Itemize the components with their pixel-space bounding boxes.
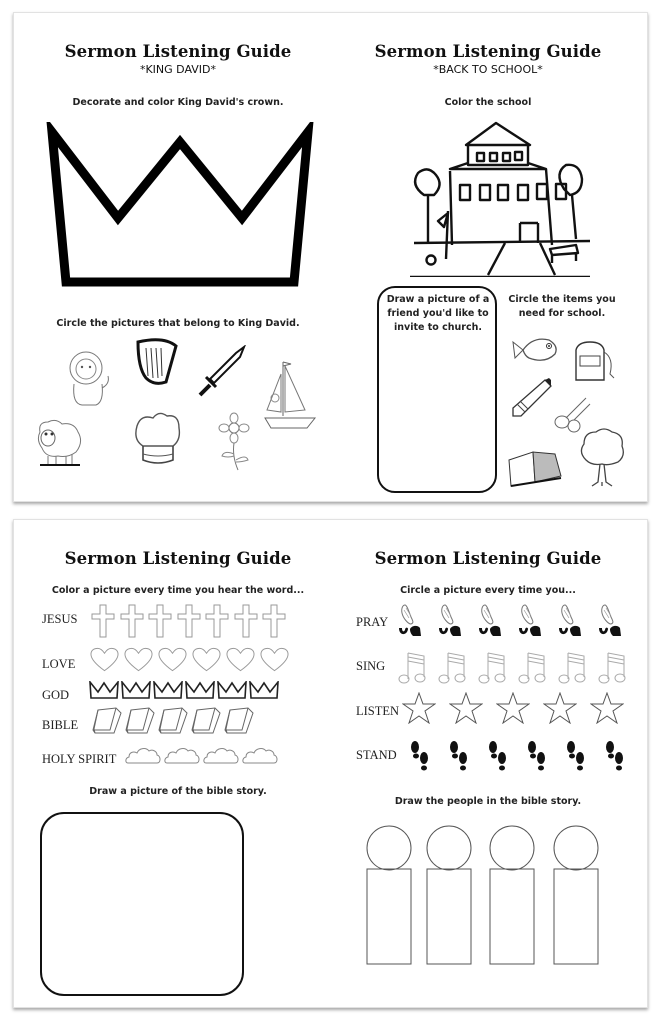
footprints-icon-row	[409, 740, 626, 772]
cloud-icon[interactable]	[125, 746, 161, 764]
sailboat-icon[interactable]	[263, 360, 319, 432]
instruction-circle-pictures: Circle the pictures that belong to King David.	[56, 318, 300, 329]
crown-icon-row	[89, 681, 279, 699]
book-icon-row	[92, 706, 254, 736]
cross-icon[interactable]	[120, 604, 144, 638]
music-note-icon[interactable]	[518, 652, 546, 684]
footprints-icon[interactable]	[565, 740, 587, 772]
lion-icon[interactable]	[66, 348, 112, 408]
cross-icon[interactable]	[91, 604, 115, 638]
footprints-icon[interactable]	[487, 740, 509, 772]
music-note-icon-row	[398, 652, 626, 684]
praying-hands-icon[interactable]	[478, 604, 502, 638]
footprints-icon[interactable]	[409, 740, 431, 772]
music-note-icon[interactable]	[558, 652, 586, 684]
book-icon[interactable]	[507, 448, 563, 488]
fish-icon[interactable]	[511, 334, 559, 366]
harp-icon[interactable]	[134, 338, 180, 388]
heart-icon[interactable]	[90, 647, 119, 673]
praying-hands-icon[interactable]	[558, 604, 582, 638]
bible-book-icon[interactable]	[158, 706, 188, 736]
music-note-icon[interactable]	[398, 652, 426, 684]
chef-hat-icon[interactable]	[133, 410, 183, 468]
person-outline-3[interactable]	[489, 825, 535, 965]
instruction-decorate-crown: Decorate and color King David's crown.	[72, 97, 284, 108]
instruction-color-picture-word: Color a picture every time you hear the word...	[51, 585, 305, 596]
crown-icon[interactable]	[249, 681, 279, 699]
praying-hands-icon-row	[398, 604, 622, 638]
cloud-icon[interactable]	[164, 746, 200, 764]
star-icon[interactable]	[449, 692, 483, 724]
word-label-god: GOD	[42, 688, 70, 702]
sword-icon[interactable]	[196, 345, 248, 397]
star-icon[interactable]	[496, 692, 530, 724]
cross-icon-row	[91, 604, 286, 638]
cross-icon[interactable]	[205, 604, 229, 638]
page-title-hear-the-word: Sermon Listening Guide	[64, 549, 292, 568]
bible-book-icon[interactable]	[125, 706, 155, 736]
cloud-icon-row	[125, 746, 278, 764]
heart-icon[interactable]	[192, 647, 221, 673]
person-outline-2[interactable]	[426, 825, 472, 965]
cross-icon[interactable]	[177, 604, 201, 638]
word-label-pray: PRAY	[356, 615, 389, 629]
word-label-stand: STAND	[356, 748, 397, 762]
instruction-circle-items: Circle the items you need for school.	[508, 294, 616, 319]
heart-icon-row	[90, 647, 289, 673]
subtitle-back-to-school: *BACK TO SCHOOL*	[433, 63, 543, 76]
word-label-holy-spirit: HOLY SPIRIT	[42, 752, 117, 766]
person-outline-1[interactable]	[366, 825, 412, 965]
bible-book-icon[interactable]	[224, 706, 254, 736]
music-note-icon[interactable]	[438, 652, 466, 684]
instruction-color-school: Color the school	[444, 97, 532, 108]
crown-outline-icon	[44, 122, 314, 292]
page-title-king-david: Sermon Listening Guide	[64, 42, 292, 61]
praying-hands-icon[interactable]	[598, 604, 622, 638]
music-note-icon[interactable]	[598, 652, 626, 684]
star-icon[interactable]	[590, 692, 624, 724]
heart-icon[interactable]	[124, 647, 153, 673]
crown-icon[interactable]	[89, 681, 119, 699]
subtitle-king-david: *KING DAVID*	[139, 63, 217, 76]
tree-icon[interactable]	[578, 426, 626, 488]
crown-icon[interactable]	[153, 681, 183, 699]
heart-icon[interactable]	[260, 647, 289, 673]
praying-hands-icon[interactable]	[518, 604, 542, 638]
star-icon-row	[402, 692, 624, 724]
heart-icon[interactable]	[158, 647, 187, 673]
word-label-listen: LISTEN	[356, 704, 400, 718]
praying-hands-icon[interactable]	[438, 604, 462, 638]
star-icon[interactable]	[543, 692, 577, 724]
crown-icon[interactable]	[121, 681, 151, 699]
flower-icon[interactable]	[216, 412, 256, 472]
pencil-icon[interactable]	[511, 376, 553, 418]
word-label-sing: SING	[356, 659, 386, 673]
instruction-draw-people: Draw the people in the bible story.	[394, 796, 582, 807]
bible-story-drawing-box[interactable]	[40, 812, 244, 996]
bible-book-icon[interactable]	[191, 706, 221, 736]
person-outline-4[interactable]	[553, 825, 599, 965]
page-title-every-time-you: Sermon Listening Guide	[374, 549, 602, 568]
cross-icon[interactable]	[148, 604, 172, 638]
backpack-icon[interactable]	[572, 340, 616, 386]
word-label-jesus: JESUS	[42, 612, 78, 626]
crown-icon[interactable]	[185, 681, 215, 699]
word-label-bible: BIBLE	[42, 718, 79, 732]
star-icon[interactable]	[402, 692, 436, 724]
cross-icon[interactable]	[234, 604, 258, 638]
school-building-icon[interactable]	[400, 115, 590, 277]
footprints-icon[interactable]	[526, 740, 548, 772]
crown-icon[interactable]	[217, 681, 247, 699]
cross-icon[interactable]	[262, 604, 286, 638]
bible-book-icon[interactable]	[92, 706, 122, 736]
instruction-circle-every-time: Circle a picture every time you...	[400, 585, 576, 596]
word-label-love: LOVE	[42, 657, 76, 671]
heart-icon[interactable]	[226, 647, 255, 673]
page-title-back-to-school: Sermon Listening Guide	[374, 42, 602, 61]
instruction-draw-friend: Draw a picture of a friend you'd like to invite to church.	[386, 294, 490, 333]
praying-hands-icon[interactable]	[398, 604, 422, 638]
sheep-icon[interactable]	[34, 418, 84, 468]
cloud-icon[interactable]	[242, 746, 278, 764]
instruction-draw-bible-story: Draw a picture of the bible story.	[89, 786, 267, 797]
footprints-icon[interactable]	[448, 740, 470, 772]
music-note-icon[interactable]	[478, 652, 506, 684]
footprints-icon[interactable]	[604, 740, 626, 772]
cloud-icon[interactable]	[203, 746, 239, 764]
